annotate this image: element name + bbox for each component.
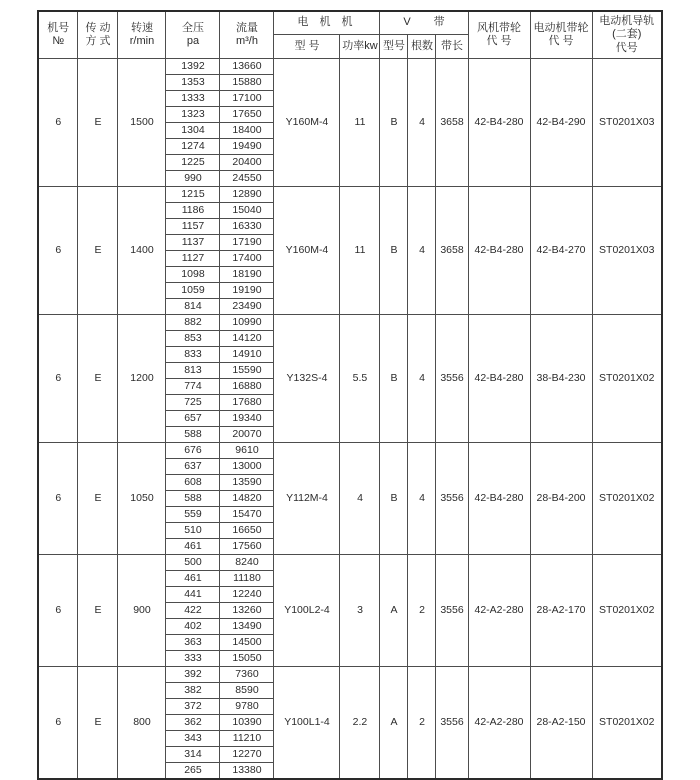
col-header-vbelt-model: 型号 — [380, 35, 408, 59]
drive-mode-cell: E — [78, 443, 118, 555]
pressure-cell: 1157 — [166, 219, 220, 235]
flow-cell: 12890 — [220, 187, 274, 203]
speed-label: 转速 — [130, 21, 153, 34]
belt-length-cell: 3556 — [436, 667, 468, 780]
pressure-cell: 1333 — [166, 91, 220, 107]
motor-pulley-code-cell: 38-B4-230 — [530, 315, 592, 443]
col-header-motor-rail — [592, 11, 662, 59]
pressure-cell: 461 — [166, 571, 220, 587]
fan-pulley-code-label: 代 号 — [486, 35, 512, 47]
motor-rail-code-cell: ST0201X03 — [592, 187, 662, 315]
col-header-flow — [220, 11, 274, 59]
motor-model-cell: Y100L2-4 — [274, 555, 340, 667]
table-row — [38, 315, 662, 331]
motor-rail-code-cell: ST0201X03 — [592, 59, 662, 187]
pressure-cell: 814 — [166, 299, 220, 315]
col-header-motor-pulley — [530, 11, 592, 59]
pressure-cell: 461 — [166, 539, 220, 555]
motor-rail-code-label: 代号 — [615, 41, 638, 54]
drive-mode-cell: E — [78, 315, 118, 443]
motor-model-cell: Y112M-4 — [274, 443, 340, 555]
flow-cell: 15590 — [220, 363, 274, 379]
pressure-cell: 676 — [166, 443, 220, 459]
speed-cell: 1050 — [118, 443, 166, 555]
flow-cell: 14910 — [220, 347, 274, 363]
drive-mode-cell: E — [78, 555, 118, 667]
table-header — [38, 11, 662, 59]
flow-cell: 17560 — [220, 539, 274, 555]
flow-cell: 7360 — [220, 667, 274, 683]
speed-cell: 1500 — [118, 59, 166, 187]
flow-cell: 10990 — [220, 315, 274, 331]
belt-count-cell: 2 — [408, 555, 436, 667]
flow-cell: 14120 — [220, 331, 274, 347]
motor-pulley-code-label: 代 号 — [548, 35, 574, 47]
drive-label2: 方 式 — [85, 35, 111, 47]
flow-cell: 24550 — [220, 171, 274, 187]
belt-count-cell: 4 — [408, 443, 436, 555]
fan-specification-table — [37, 10, 663, 780]
belt-length-cell: 3556 — [436, 315, 468, 443]
pressure-cell: 637 — [166, 459, 220, 475]
motor-power-cell: 11 — [340, 59, 380, 187]
speed-cell: 1400 — [118, 187, 166, 315]
machine-no-cell: 6 — [38, 443, 78, 555]
col-header-motor-power: 功率kw — [340, 35, 380, 59]
pressure-cell: 441 — [166, 587, 220, 603]
pressure-cell: 608 — [166, 475, 220, 491]
flow-cell: 10390 — [220, 715, 274, 731]
flow-cell: 12240 — [220, 587, 274, 603]
table-row — [38, 667, 662, 683]
motor-model-cell: Y160M-4 — [274, 187, 340, 315]
machine-no-label: 机号 — [47, 21, 70, 34]
pressure-cell: 813 — [166, 363, 220, 379]
flow-cell: 11180 — [220, 571, 274, 587]
flow-cell: 20070 — [220, 427, 274, 443]
flow-cell: 13490 — [220, 619, 274, 635]
flow-cell: 17680 — [220, 395, 274, 411]
pressure-cell: 1137 — [166, 235, 220, 251]
pressure-cell: 1186 — [166, 203, 220, 219]
col-header-pressure — [166, 11, 220, 59]
pressure-cell: 422 — [166, 603, 220, 619]
belt-length-cell: 3658 — [436, 187, 468, 315]
flow-cell: 13660 — [220, 59, 274, 75]
vbelt-group-dai: 带 — [433, 16, 445, 29]
motor-power-cell: 5.5 — [340, 315, 380, 443]
flow-cell: 17190 — [220, 235, 274, 251]
belt-count-cell: 4 — [408, 315, 436, 443]
belt-type-cell: A — [380, 667, 408, 780]
pressure-cell: 402 — [166, 619, 220, 635]
pressure-cell: 774 — [166, 379, 220, 395]
fan-pulley-code-cell: 42-A2-280 — [468, 667, 530, 780]
flow-cell: 14820 — [220, 491, 274, 507]
table-row — [38, 555, 662, 571]
flow-cell: 18190 — [220, 267, 274, 283]
speed-cell: 800 — [118, 667, 166, 780]
pressure-cell: 990 — [166, 171, 220, 187]
flow-cell: 15470 — [220, 507, 274, 523]
motor-model-cell: Y132S-4 — [274, 315, 340, 443]
flow-cell: 19190 — [220, 283, 274, 299]
pressure-cell: 1323 — [166, 107, 220, 123]
flow-cell: 13000 — [220, 459, 274, 475]
pressure-cell: 853 — [166, 331, 220, 347]
pressure-cell: 265 — [166, 763, 220, 780]
table-body — [38, 59, 662, 780]
drive-mode-cell: E — [78, 667, 118, 780]
flow-label: 流量 — [235, 21, 258, 34]
pressure-cell: 1274 — [166, 139, 220, 155]
fan-pulley-label: 风机带轮 — [477, 21, 522, 34]
motor-rail-code-cell: ST0201X02 — [592, 443, 662, 555]
col-header-machine-no — [38, 11, 78, 59]
col-header-speed — [118, 11, 166, 59]
motor-pulley-code-cell: 28-A2-150 — [530, 667, 592, 780]
flow-cell: 11210 — [220, 731, 274, 747]
belt-count-cell: 4 — [408, 187, 436, 315]
machine-no-cell: 6 — [38, 315, 78, 443]
belt-type-cell: B — [380, 59, 408, 187]
pressure-cell: 1225 — [166, 155, 220, 171]
machine-no-cell: 6 — [38, 187, 78, 315]
scanned-spec-sheet — [0, 10, 700, 776]
belt-type-cell: A — [380, 555, 408, 667]
pressure-cell: 882 — [166, 315, 220, 331]
pressure-cell: 1127 — [166, 251, 220, 267]
machine-no-cell: 6 — [38, 59, 78, 187]
flow-cell: 13380 — [220, 763, 274, 780]
motor-rail-label: 电动机导轨 — [599, 14, 655, 27]
flow-cell: 23490 — [220, 299, 274, 315]
motor-pulley-code-cell: 42-B4-270 — [530, 187, 592, 315]
belt-length-cell: 3658 — [436, 59, 468, 187]
pressure-cell: 1353 — [166, 75, 220, 91]
speed-cell: 900 — [118, 555, 166, 667]
pressure-cell: 725 — [166, 395, 220, 411]
pressure-cell: 1392 — [166, 59, 220, 75]
motor-power-cell: 2.2 — [340, 667, 380, 780]
motor-rail-code-cell: ST0201X02 — [592, 555, 662, 667]
flow-cell: 16650 — [220, 523, 274, 539]
drive-mode-cell: E — [78, 187, 118, 315]
motor-power-cell: 4 — [340, 443, 380, 555]
motor-pulley-code-cell: 28-A2-170 — [530, 555, 592, 667]
pressure-label: 全压 — [181, 21, 204, 34]
col-header-vbelt-count: 根数 — [408, 35, 436, 59]
motor-pulley-label: 电动机带轮 — [533, 21, 589, 34]
flow-cell: 14500 — [220, 635, 274, 651]
flow-cell: 16880 — [220, 379, 274, 395]
drive-label: 传 动 — [85, 21, 111, 34]
col-header-vbelt-group — [380, 11, 468, 35]
pressure-cell: 333 — [166, 651, 220, 667]
machine-no-cell: 6 — [38, 667, 78, 780]
belt-count-cell: 2 — [408, 667, 436, 780]
flow-cell: 15040 — [220, 203, 274, 219]
pressure-unit: pa — [186, 35, 200, 47]
drive-mode-cell: E — [78, 59, 118, 187]
pressure-cell: 657 — [166, 411, 220, 427]
flow-cell: 17100 — [220, 91, 274, 107]
pressure-cell: 372 — [166, 699, 220, 715]
table-row — [38, 443, 662, 459]
flow-cell: 13590 — [220, 475, 274, 491]
machine-no-unit: № — [52, 35, 65, 47]
flow-cell: 9780 — [220, 699, 274, 715]
fan-pulley-code-cell: 42-A2-280 — [468, 555, 530, 667]
fan-pulley-code-cell: 42-B4-280 — [468, 187, 530, 315]
motor-power-cell: 3 — [340, 555, 380, 667]
flow-cell: 12270 — [220, 747, 274, 763]
fan-pulley-code-cell: 42-B4-280 — [468, 59, 530, 187]
col-header-motor-group: 电 机 机 — [274, 11, 380, 35]
flow-cell: 8240 — [220, 555, 274, 571]
flow-cell: 16330 — [220, 219, 274, 235]
motor-power-cell: 11 — [340, 187, 380, 315]
pressure-cell: 1304 — [166, 123, 220, 139]
header-row-top — [38, 11, 662, 35]
pressure-cell: 392 — [166, 667, 220, 683]
table-row — [38, 59, 662, 75]
belt-count-cell: 4 — [408, 59, 436, 187]
belt-type-cell: B — [380, 187, 408, 315]
flow-cell: 19340 — [220, 411, 274, 427]
flow-cell: 15050 — [220, 651, 274, 667]
pressure-cell: 833 — [166, 347, 220, 363]
flow-cell: 17650 — [220, 107, 274, 123]
speed-unit: r/min — [129, 35, 155, 47]
vbelt-group-v: V — [403, 16, 411, 29]
motor-pulley-code-cell: 28-B4-200 — [530, 443, 592, 555]
pressure-cell: 500 — [166, 555, 220, 571]
pressure-cell: 1215 — [166, 187, 220, 203]
pressure-cell: 510 — [166, 523, 220, 539]
table-row — [38, 187, 662, 203]
pressure-cell: 362 — [166, 715, 220, 731]
col-header-motor-model: 型 号 — [274, 35, 340, 59]
col-header-fan-pulley — [468, 11, 530, 59]
col-header-vbelt-length: 带长 — [436, 35, 468, 59]
speed-cell: 1200 — [118, 315, 166, 443]
flow-cell: 15880 — [220, 75, 274, 91]
flow-cell: 20400 — [220, 155, 274, 171]
pressure-cell: 588 — [166, 491, 220, 507]
belt-length-cell: 3556 — [436, 555, 468, 667]
pressure-cell: 382 — [166, 683, 220, 699]
flow-cell: 8590 — [220, 683, 274, 699]
belt-type-cell: B — [380, 443, 408, 555]
flow-cell: 19490 — [220, 139, 274, 155]
pressure-cell: 1098 — [166, 267, 220, 283]
machine-no-cell: 6 — [38, 555, 78, 667]
flow-cell: 13260 — [220, 603, 274, 619]
col-header-drive — [78, 11, 118, 59]
pressure-cell: 343 — [166, 731, 220, 747]
motor-model-cell: Y100L1-4 — [274, 667, 340, 780]
motor-rail-code-cell: ST0201X02 — [592, 315, 662, 443]
motor-rail-sets-label: (二套) — [612, 28, 642, 41]
fan-pulley-code-cell: 42-B4-280 — [468, 443, 530, 555]
pressure-cell: 363 — [166, 635, 220, 651]
motor-rail-code-cell: ST0201X02 — [592, 667, 662, 780]
motor-model-cell: Y160M-4 — [274, 59, 340, 187]
pressure-cell: 314 — [166, 747, 220, 763]
belt-length-cell: 3556 — [436, 443, 468, 555]
pressure-cell: 588 — [166, 427, 220, 443]
flow-cell: 17400 — [220, 251, 274, 267]
motor-pulley-code-cell: 42-B4-290 — [530, 59, 592, 187]
pressure-cell: 1059 — [166, 283, 220, 299]
flow-unit: m³/h — [235, 35, 258, 47]
pressure-cell: 559 — [166, 507, 220, 523]
fan-pulley-code-cell: 42-B4-280 — [468, 315, 530, 443]
belt-type-cell: B — [380, 315, 408, 443]
flow-cell: 18400 — [220, 123, 274, 139]
flow-cell: 9610 — [220, 443, 274, 459]
